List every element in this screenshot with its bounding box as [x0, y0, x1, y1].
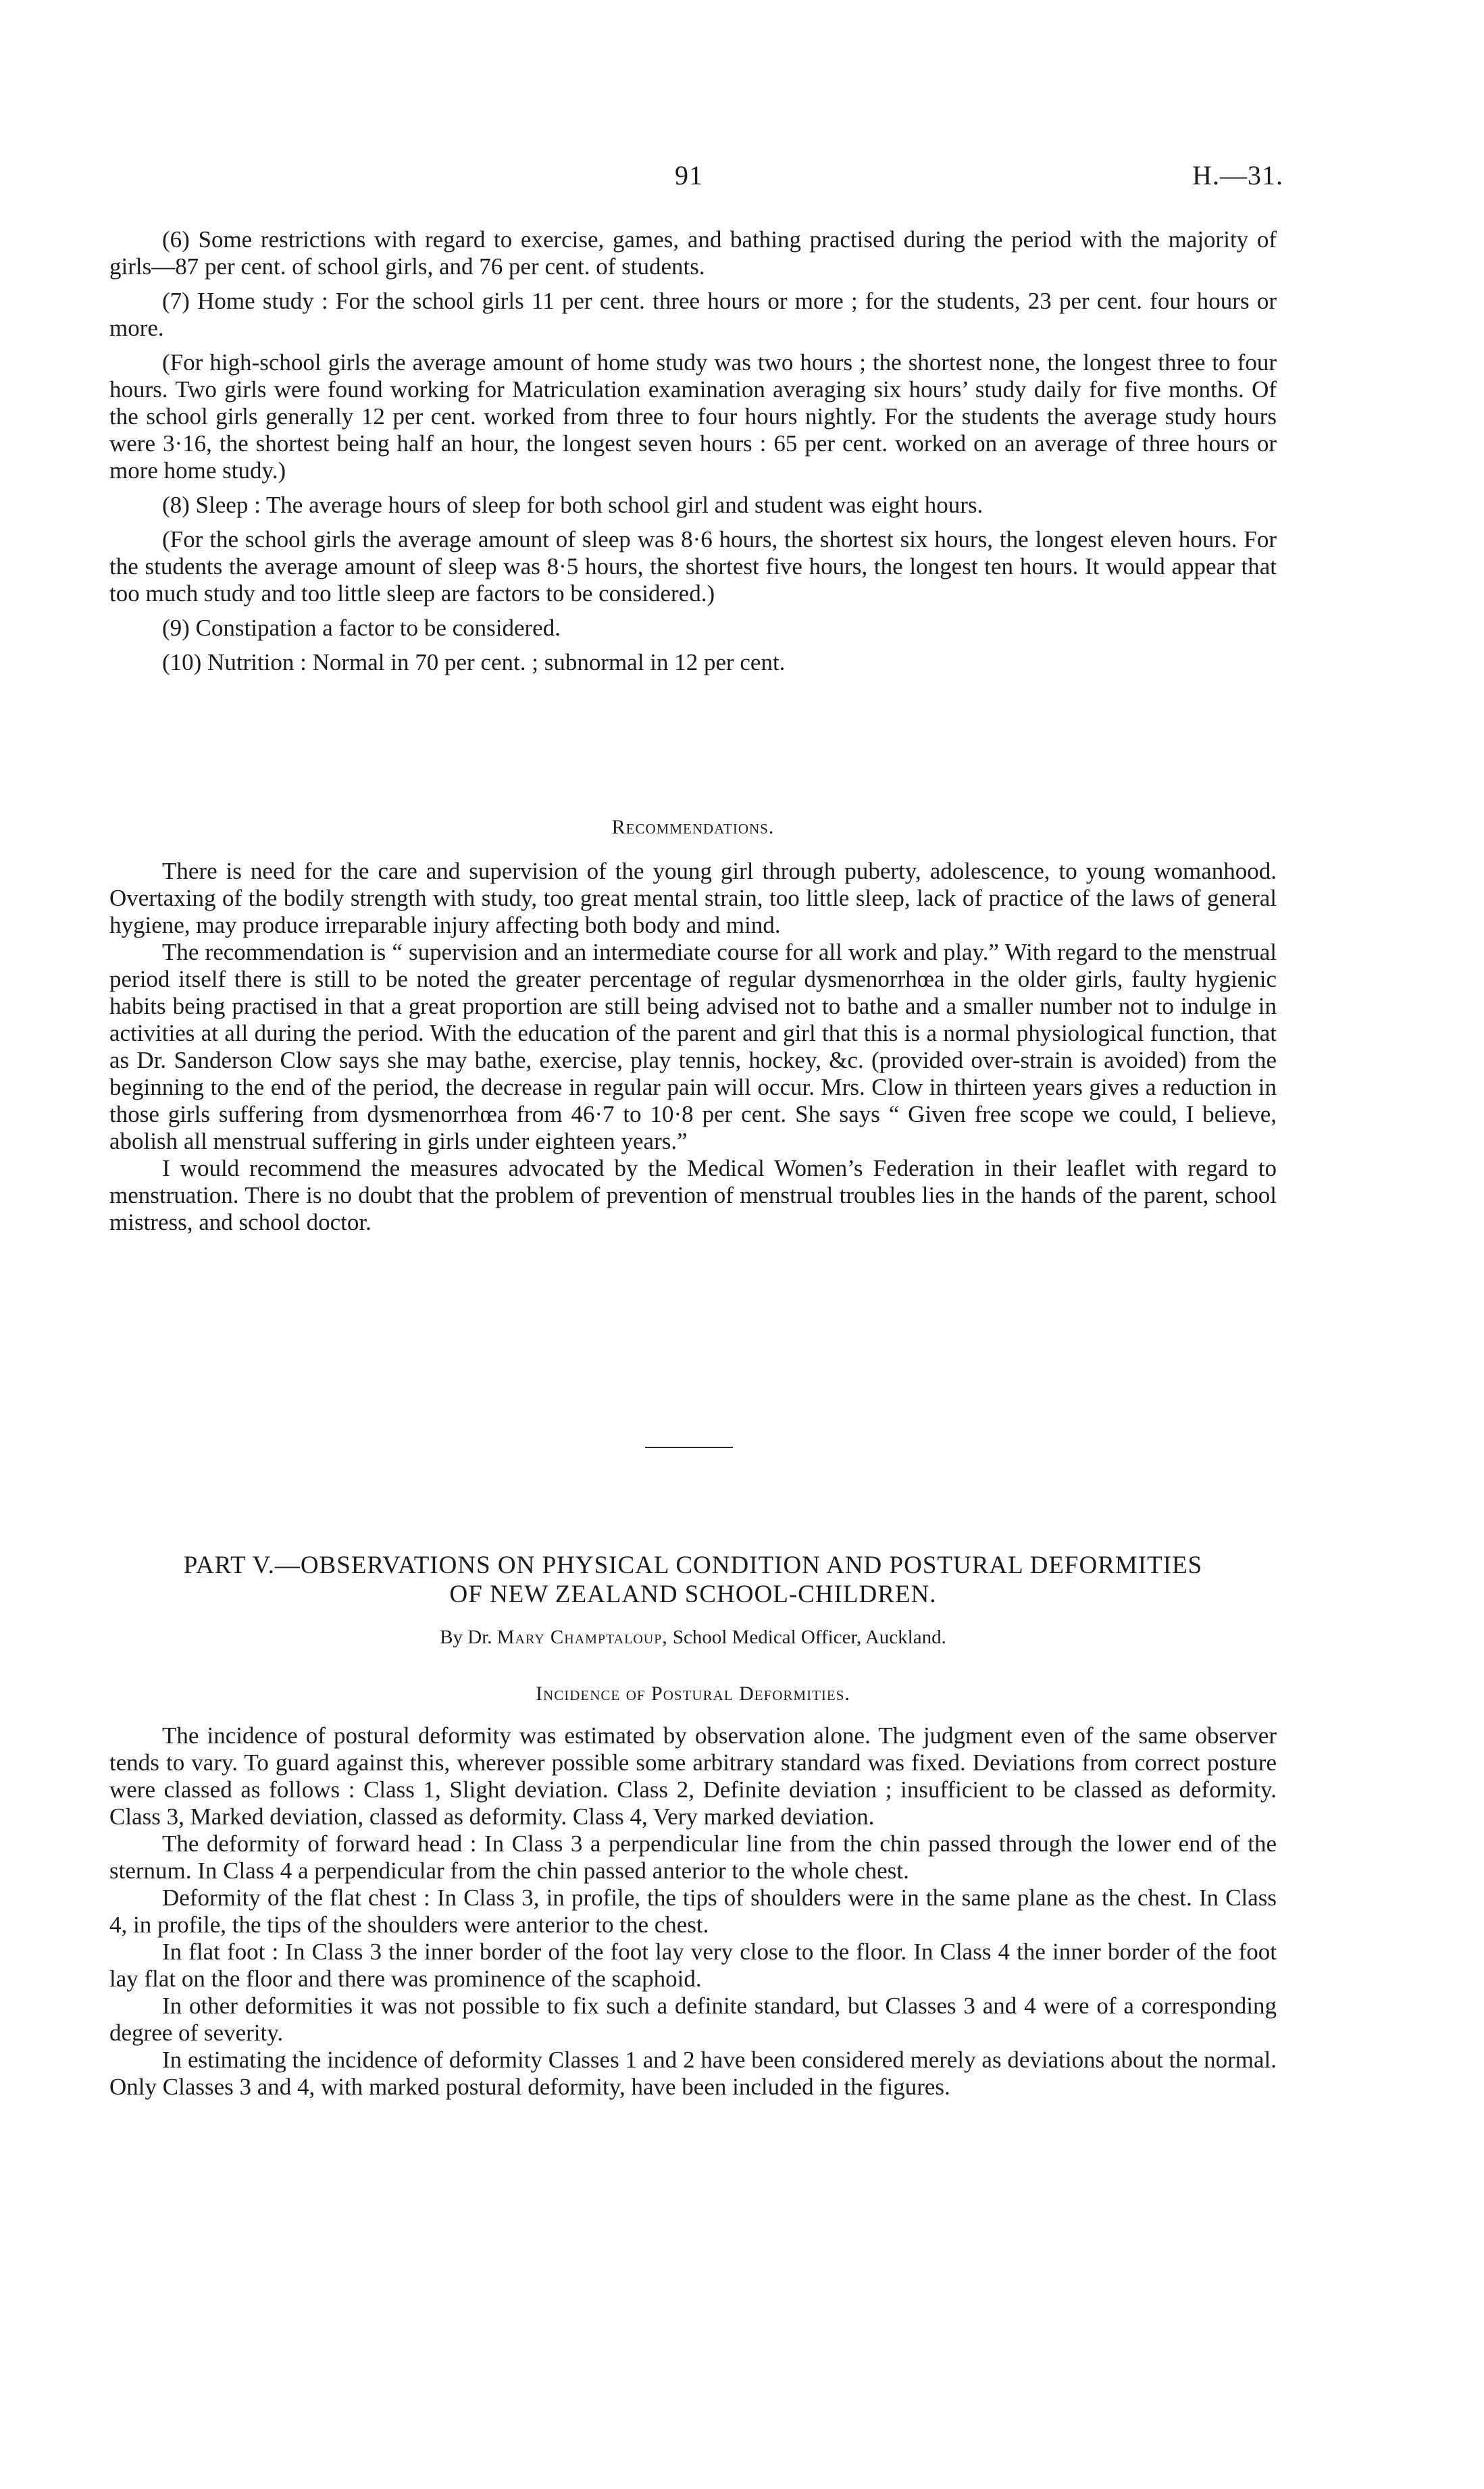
recommendations-paragraph: There is need for the care and supervision of the young girl through puberty, adolescence, to young womanhood. Overtaxing of the bodily strength with study, too great mental strain, too little sleep, lack of practice of the laws of general hygiene, may produce irreparable injury affecting both body and mind. — [109, 858, 1277, 938]
incidence-paragraph: Deformity of the flat chest : In Class 3, in profile, the tips of shoulders were in the same plane as the chest. In Class 4, in profile, the tips of the shoulders were anterior to the chest. — [109, 1884, 1277, 1938]
incidence-paragraph: The deformity of forward head : In Class 3 a perpendicular line from the chin passed through the lower end of the sternum. In Class 4 a perpendicular from the chin passed anterior to the whole chest. — [109, 1830, 1277, 1884]
finding-8-sleep-detail: (For the school girls the average amount of sleep was 8·6 hours, the shortest six hours, the longest eleven hours. For the students the average amount of sleep was 8·5 hours, the shortest five hours, the longest ten hours. It would appear that too much study and too little sleep are factors to be considered.) — [109, 526, 1277, 607]
page-number: 91 — [675, 160, 703, 190]
incidence-body — [109, 1722, 1277, 2101]
author-name: Mary Champtaloup, — [496, 1626, 668, 1648]
finding-7-home-study-detail: (For high-school girls the average amount of home study was two hours ; the shortest none, the longest three to four hours. Two girls were found working for Matriculation examination averaging six hours’ study daily for five months. Of the school girls generally 12 per cent. worked from three to four hours nightly. For the students the average study hours were 3·16, the shortest being half an hour, the longest seven hours : 65 per cent. worked on an average of three hours or more home study.) — [109, 349, 1277, 484]
incidence-paragraph: The incidence of postural deformity was estimated by observation alone. The judgment even of the same observer tends to vary. To guard against this, wherever possible some arbitrary standard was fixed. Deviations from correct posture were classed as follows : Class 1, Slight deviation. Class 2, Definite deviation ; insufficient to be classed as deformity. Class 3, Marked deviation, classed as deformity. Class 4, Very marked deviation. — [109, 1722, 1277, 1830]
document-reference: H.—31. — [1192, 160, 1283, 190]
finding-7-home-study: (7) Home study : For the school girls 11 per cent. three hours or more ; for the students, 23 per cent. four hours or more. — [109, 288, 1277, 341]
byline-suffix: School Medical Officer, Auckland. — [672, 1626, 946, 1648]
incidence-heading: Incidence of Postural Deformities. — [536, 1683, 850, 1705]
byline-prefix: By Dr. — [440, 1626, 492, 1648]
finding-9-constipation: (9) Constipation a factor to be considered. — [162, 615, 561, 641]
incidence-paragraph: In estimating the incidence of deformity Classes 1 and 2 have been considered merely as deviations about the normal. Only Classes 3 and 4, with marked postural deformity, have been included in the figures. — [109, 2047, 1277, 2100]
part-v-title-line-2: OF NEW ZEALAND SCHOOL-CHILDREN. — [449, 1581, 937, 1608]
incidence-paragraph: In flat foot : In Class 3 the inner border of the foot lay very close to the floor. In Class 4 the inner border of the foot lay flat on the floor and there was prominence of the scaphoid. — [109, 1939, 1277, 1992]
finding-8-sleep: (8) Sleep : The average hours of sleep for both school girl and student was eight hours. — [162, 492, 983, 518]
part-v-title-line-1: PART V.—OBSERVATIONS ON PHYSICAL CONDITION AND POSTURAL DEFORMITIES — [183, 1551, 1203, 1579]
finding-6-restrictions: (6) Some restrictions with regard to exercise, games, and bathing practised during the period with the majority of girls—87 per cent. of school girls, and 76 per cent. of students. — [109, 226, 1277, 280]
recommendations-heading: Recommendations. — [611, 816, 775, 838]
recommendations-paragraph: The recommendation is “ supervision and an intermediate course for all work and play.” With regard to the menstrual period itself there is still to be noted the greater percentage of regular dysmenorrhœa in the older girls, faulty hygienic habits being practised in that a great proportion are still being advised not to bathe and a smaller number not to indulge in activities at all during the period. With the education of the parent and girl that this is a normal physiological function, that as Dr. Sanderson Clow says she may bathe, exercise, play tennis, hockey, &c. (provided over-strain is avoided) from the beginning to the end of the period, the decrease in regular pain will occur. Mrs. Clow in thirteen years gives a reduction in those girls suffering from dysmenorrhœa from 46·7 to 10·8 per cent. She says “ Given free scope we could, I believe, abolish all menstrual suffering in girls under eighteen years.” — [109, 939, 1277, 1154]
incidence-paragraph: In other deformities it was not possible to fix such a definite standard, but Classes 3 and 4 were of a corresponding degree of severity. — [109, 1993, 1277, 2046]
byline — [109, 1626, 1277, 1649]
findings-list — [109, 226, 1277, 684]
section-divider — [645, 1447, 733, 1448]
part-v-title — [109, 1551, 1277, 1609]
recommendations-paragraph: I would recommend the measures advocated by the Medical Women’s Federation in their leaflet with regard to menstruation. There is no doubt that the problem of prevention of menstrual troubles lies in the hands of the parent, school mistress, and school doctor. — [109, 1155, 1277, 1235]
recommendations-body — [109, 858, 1277, 1236]
finding-10-nutrition: (10) Nutrition : Normal in 70 per cent. ; subnormal in 12 per cent. — [162, 649, 786, 675]
